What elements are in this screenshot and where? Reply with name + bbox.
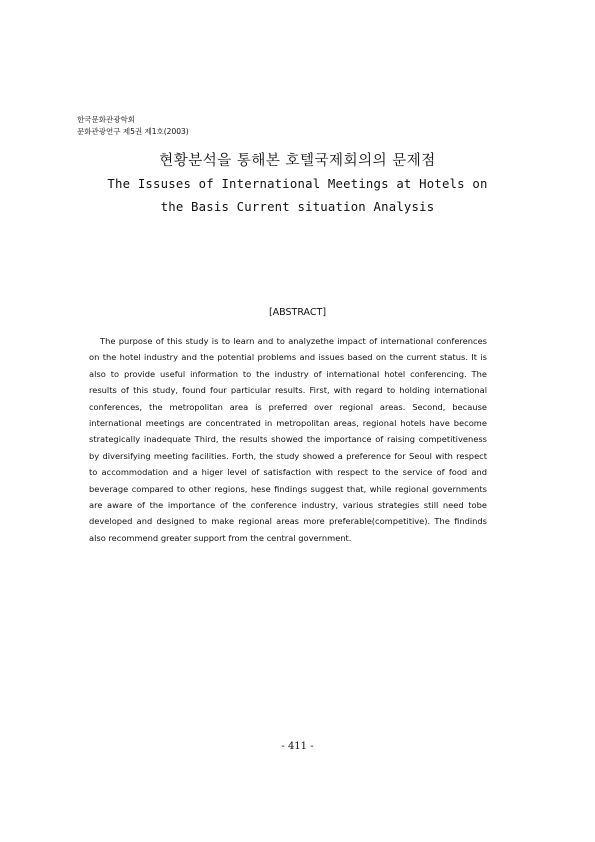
english-title-line-1: The Issuses of International Meetings at Hotels on	[107, 177, 488, 191]
english-title	[0, 173, 595, 219]
journal-citation: 문화관광연구 제5권 제1호(2003)	[77, 127, 189, 136]
abstract-body: The purpose of this study is to learn and to analyzethe impact of international conferences on the hotel industry and the potential problems and issues based on the current status. It is also to provide useful information to the industry of international hotel conferencing. The results of this study, found four particular results. First, with regard to holding international conferences, the metropolitan area is preferred over regional areas. Second, because international meetings are concentrated in metropolitan areas, regional hotels have become strategically inadequate Third, the results showed the importance of raising competitiveness by diversifying meeting facilities. Forth, the study showed a preference for Seoul with respect to accommodation and a higer level of satisfaction with respect to the service of food and beverage compared to other regions, hese findings suggest that, while regional governments are aware of the importance of the conference industry, various strategies still need tobe developed and designed to make regional areas more preferable(competitive). The findinds also recommend greater support from the central government.	[89, 336, 487, 543]
english-title-line-2: the Basis Current situation Analysis	[160, 200, 435, 214]
abstract-heading: [ABSTRACT]	[268, 307, 327, 318]
society-name: 한국문화관광학회	[77, 115, 135, 124]
journal-header	[77, 114, 189, 138]
page-number: - 411 -	[281, 741, 314, 752]
korean-title: 현황분석을 통해본 호텔국제회의의 문제점	[159, 153, 436, 169]
